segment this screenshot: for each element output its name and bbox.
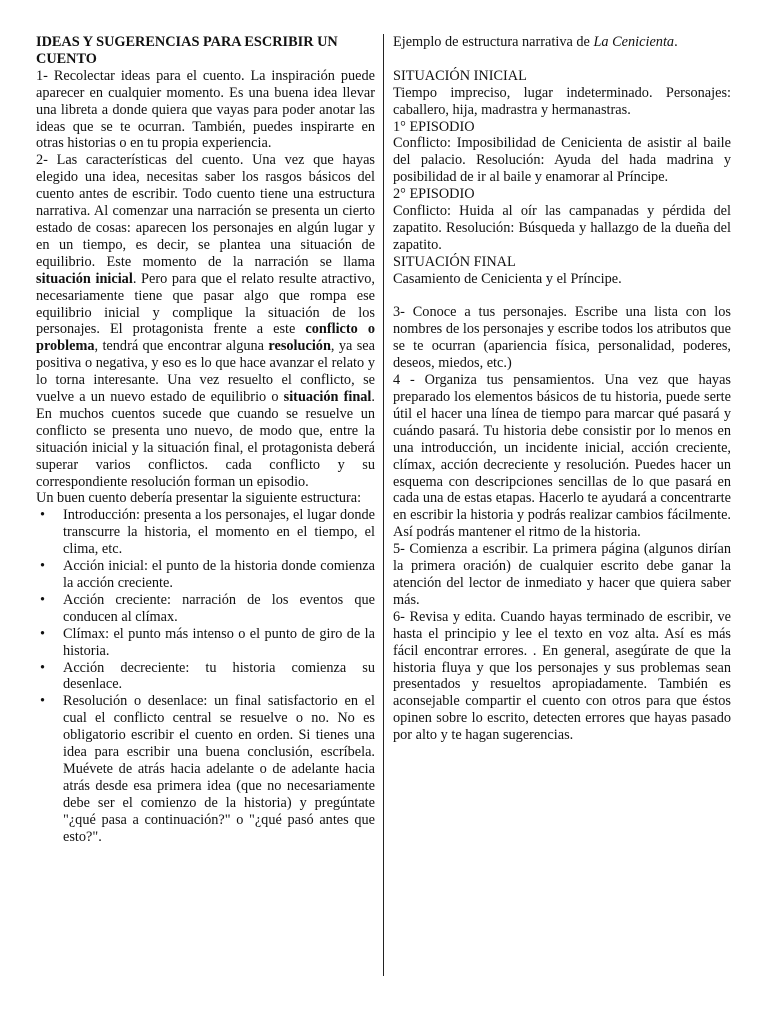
- heading-situacion-final: SITUACIÓN FINAL: [393, 253, 516, 270]
- term-resolucion: resolución: [268, 338, 331, 355]
- bullet-icon: •: [40, 659, 46, 676]
- paragraph-revise-edit: 6- Revisa y edita. Cuando hayas terminado de escribir, ve hasta el principio y lee el texto en voz alta. Así es más fácil encontrar errores. . En general, asegúrate de que la historia fluya y que los personajes y sus problemas sean presentados y resueltos apropiadamente. También es aconsejable compartir el cuento con otros para que éstos opinen sobre lo escrito, detecten errores que hayas pasado por alto y te hagan sugerencias.: [393, 608, 731, 744]
- text-episodio-2: Conflicto: Huida al oír las campanadas y pérdida del zapatito. Resolución: Búsqueda y hallazgo de la dueña del zapatito.: [393, 203, 731, 253]
- text-segment: . Pero para que el relato resulte atractivo, necesariamente tiene que pasar algo que rompa ese equilibrio inicial y complique la situación de los personajes. El protagonista frente a este: [36, 270, 375, 338]
- example-intro: [393, 34, 731, 51]
- text-episodio-1: Conflicto: Imposibilidad de Cenicienta de asistir al baile del palacio. Resolución: Ayuda del hada madrina y posibilidad de ir al baile y enamorar al Príncipe.: [393, 135, 731, 186]
- heading-situacion-inicial: SITUACIÓN INICIAL: [393, 67, 527, 84]
- term-conflicto: conflicto o problema: [36, 321, 375, 355]
- right-column: [393, 34, 731, 744]
- term-situacion-final: situación final: [283, 389, 372, 406]
- text-segment: , ya sea positiva o negativa, y eso es lo que hace avanzar el relato y lo torna interesante. Una vez resuelto el conflicto, se vuelve a un nuevo estado de equilibrio o: [36, 338, 375, 406]
- bullet-icon: •: [40, 591, 46, 608]
- list-item-climax: [36, 626, 375, 660]
- spacer: [393, 288, 731, 305]
- document-title: IDEAS Y SUGERENCIAS PARA ESCRIBIR UN CUENTO: [36, 34, 338, 67]
- heading-episodio-2: 2° EPISODIO: [393, 186, 475, 203]
- text-segment: 2- Las características del cuento. Una vez que hayas elegido una idea, necesitas saber los rasgos básicos del cuento antes de escribir. Todo cuento tiene una estructura narrativa. Al comenzar una narración se presenta un cierto estado de cosas: aparecen los personajes en algún lugar y en un tiempo, es decir, se plantea una situación de equilibrio. Este momento de la narración se llama: [36, 152, 375, 270]
- term-situacion-inicial: situación inicial: [36, 270, 133, 287]
- list-item-text: Resolución o desenlace: un final satisfactorio en el cual el conflicto central se resuelve o no. No es obligatorio escribir el cuento en orden. Si tienes una idea para escribir una buena conclusión, escríbela. Muévete de atrás hacia adelante o de adelante hacia atrás desde esa primera idea (que no necesariamente debe ser el comienzo de la historia) y pregúntate "¿qué pasa a continuación?" o "¿qué pasó antes que esto?".: [63, 693, 375, 845]
- list-item-text: Clímax: el punto más intenso o el punto de giro de la historia.: [63, 625, 375, 659]
- heading-episodio-1: 1° EPISODIO: [393, 118, 475, 135]
- list-item-text: Acción creciente: narración de los eventos que conducen al clímax.: [63, 591, 375, 625]
- paragraph-story-characteristics: [36, 152, 375, 490]
- text-situacion-final: Casamiento de Cenicienta y el Príncipe.: [393, 270, 622, 287]
- paragraph-characters: 3- Conoce a tus personajes. Escribe una lista con los nombres de los personajes y escribe todos los atributos que se te ocurran (apariencia física, personalidad, poderes, deseos, miedos, etc.): [393, 304, 731, 372]
- list-item-text: Acción inicial: el punto de la historia donde comienza la acción creciente.: [63, 558, 375, 591]
- text-segment: . En muchos cuentos sucede que cuando se resuelve un conflicto se presenta uno nuevo, de modo que, entre la situación inicial y la situación final, el protagonista deberá superar varios conflictos. cada conflicto y su correspondiente resolución forman un episodio.: [36, 389, 375, 490]
- story-title: La Cenicienta: [593, 34, 675, 50]
- bullet-icon: •: [40, 558, 46, 575]
- text-situacion-inicial: Tiempo impreciso, lugar indeterminado. Personajes: caballero, hija, madrastra y hermanastras.: [393, 84, 731, 118]
- list-item-text: Introducción: presenta a los personajes, el lugar donde transcurre la historia, el momento en el tiempo, el clima, etc.: [63, 507, 375, 558]
- paragraph-collect-ideas: 1- Recolectar ideas para el cuento. La inspiración puede aparecer en cualquier momento. Es una buena idea llevar una libreta a donde quiera que vayas para poder anotar las ideas que se te ocurran. También, puedes inspirarte en otras historias o en tu propia experiencia.: [36, 67, 375, 152]
- paragraph-structure-intro: Un buen cuento debería presentar la siguiente estructura:: [36, 490, 362, 507]
- paragraph-start-writing: 5- Comienza a escribir. La primera página (algunos dirían la primera oración) de cualquier escrito debe ganar la atención del lector de inmediato y hacer que quiera saber más.: [393, 541, 731, 608]
- bullet-icon: •: [40, 625, 46, 642]
- column-divider: [383, 34, 384, 976]
- left-column: [36, 34, 375, 846]
- list-item-accion-inicial: [36, 558, 375, 592]
- bullet-icon: •: [40, 693, 46, 710]
- list-item-text: Acción decreciente: tu historia comienza su desenlace.: [63, 659, 375, 693]
- bullet-icon: •: [40, 507, 46, 524]
- spacer: [393, 51, 731, 68]
- paragraph-organize: 4 - Organiza tus pensamientos. Una vez que hayas preparado los elementos básicos de tu historia, puede serte útil el hacer una línea de tiempo para marcar qué pasará y cuándo pasará. Tu historia debe consistir por lo menos en una introducción, un incidente inicial, acción creciente, clímax, acción decreciente y resolución. Puedes hacer un esquema con descripciones sencillas de lo que pasará en cada una de estas etapas. Hacerlo te ayudará a concentrarte en escribir la historia y podrás realizar cambios fácilmente. Así podrás mantener el ritmo de la historia.: [393, 372, 731, 541]
- list-item-accion-decreciente: [36, 660, 375, 694]
- list-item-accion-creciente: [36, 592, 375, 626]
- text-segment: Ejemplo de estructura narrativa de: [393, 34, 594, 50]
- list-item-resolucion: [36, 693, 375, 845]
- list-item-introduccion: [36, 507, 375, 558]
- text-segment: , tendrá que encontrar alguna: [94, 338, 269, 355]
- structure-list: [36, 507, 375, 845]
- text-segment: .: [674, 34, 678, 50]
